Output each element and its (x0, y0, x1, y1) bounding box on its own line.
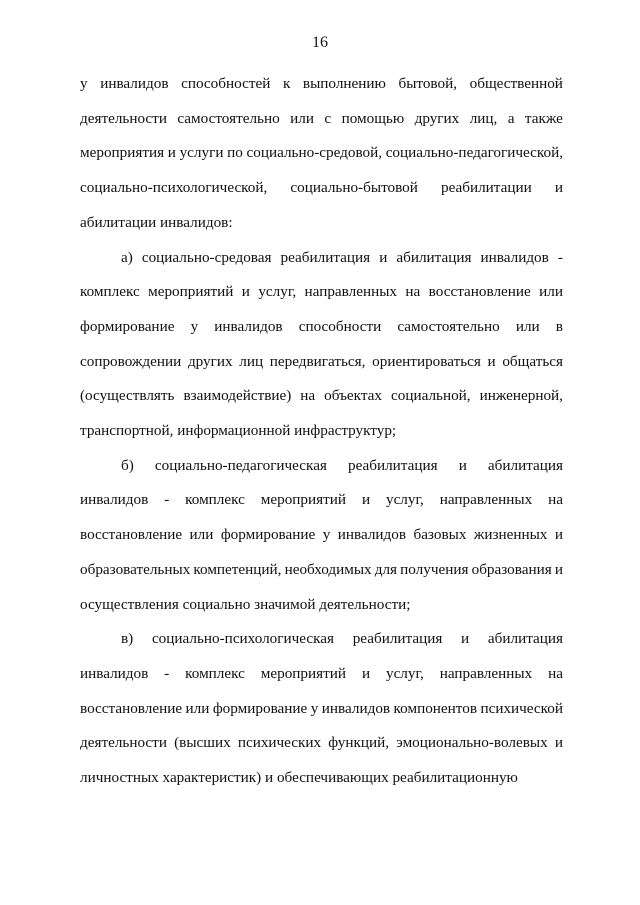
text-line (80, 622, 563, 657)
paragraph-intro (80, 67, 563, 241)
word: социально-педагогической, (385, 144, 563, 162)
text-line (80, 345, 563, 380)
word: формирование (80, 317, 175, 335)
word: направленных (304, 283, 398, 301)
word: инвалидов (80, 491, 149, 509)
word: получения (400, 560, 469, 578)
word: восстановление (428, 283, 531, 301)
word: объектах (324, 387, 383, 405)
word: на (300, 387, 316, 405)
word: у (190, 317, 199, 335)
paragraph-item-a (80, 241, 563, 449)
page-number: 16 (312, 34, 328, 51)
word: - (557, 248, 563, 266)
word: базовых (413, 526, 467, 544)
word: и (379, 248, 388, 266)
word: и (241, 283, 250, 301)
word: также (524, 109, 563, 127)
word: инвалидов (321, 699, 391, 717)
word: деятельности (80, 109, 167, 127)
word: или (290, 109, 314, 127)
word: социальной, (390, 387, 471, 405)
word: и (458, 456, 467, 474)
word: а) (121, 248, 133, 266)
text-line (80, 171, 563, 206)
word: реабилитации (440, 179, 532, 197)
text-line (80, 657, 563, 692)
word: (высших (174, 734, 231, 752)
word: абилитация (487, 630, 563, 648)
word: выполнению (302, 75, 386, 92)
word: инженерной, (479, 387, 563, 405)
word: и (554, 560, 563, 578)
word: у (80, 75, 88, 92)
text-line (80, 553, 563, 588)
word: инвалидов (480, 248, 549, 266)
paragraph-item-b (80, 449, 563, 623)
word: и (167, 144, 176, 162)
word: или (539, 283, 563, 301)
word: психической (480, 699, 563, 717)
word: реабилитация (347, 456, 438, 474)
word: или (185, 699, 210, 717)
word: мероприятий (260, 664, 347, 682)
document-body (80, 67, 563, 796)
word: самостоятельно (397, 317, 500, 335)
word: других (187, 352, 233, 370)
word: образовательных (80, 560, 191, 578)
word: жизненных (473, 526, 548, 544)
word: передвигаться, (269, 352, 366, 370)
text-line (80, 241, 563, 276)
text-line (80, 102, 563, 137)
word: и (361, 491, 371, 509)
word: и (461, 630, 470, 648)
word: ориентироваться (372, 352, 481, 370)
word: деятельности (80, 734, 167, 752)
text-line: личностных характеристик) и обеспечивающих реабилитационную (80, 769, 518, 787)
text-line (80, 275, 563, 310)
word: у (322, 526, 331, 544)
word: направленных (439, 491, 533, 509)
word: абилитация (487, 456, 563, 474)
text-line (80, 518, 563, 553)
word: социально-психологической, (80, 179, 268, 197)
word: и (487, 352, 496, 370)
word: социально-психологическая (151, 630, 334, 648)
text-line (80, 67, 563, 102)
word: - (164, 664, 170, 682)
word: формирование (212, 699, 308, 717)
word: помощью (341, 109, 405, 127)
word: на (405, 283, 421, 301)
word: комплекс (185, 664, 245, 682)
text-line (80, 136, 563, 171)
word: восстановление (80, 699, 183, 717)
word: социально-средовой, (246, 144, 383, 162)
word: компонентов (393, 699, 477, 717)
word: по (227, 144, 243, 162)
word: образования (471, 560, 552, 578)
word: абилитация (396, 248, 472, 266)
word: инвалидов (337, 526, 407, 544)
word: общественной (469, 75, 563, 92)
word: формирование (220, 526, 316, 544)
word: мероприятий (260, 491, 347, 509)
word: направленных (439, 664, 533, 682)
text-line (80, 483, 563, 518)
word: инвалидов (80, 664, 149, 682)
word: восстановление (80, 526, 183, 544)
word: и (554, 526, 563, 544)
text-line: абилитации инвалидов: (80, 213, 233, 231)
word: комплекс (80, 283, 140, 301)
word: инвалидов (100, 75, 169, 92)
word: и (554, 734, 563, 752)
word: психических (237, 734, 322, 752)
word: лиц (239, 352, 264, 370)
word: необходимых (284, 560, 372, 578)
word: услуг, (385, 664, 424, 682)
word: у (310, 699, 319, 717)
word: способностей (181, 75, 271, 92)
word: общаться (502, 352, 563, 370)
word: или (515, 317, 540, 335)
word: - (164, 491, 170, 509)
text-line: транспортной, информационной инфраструктур; (80, 422, 397, 440)
word: с (324, 109, 332, 127)
word: (осуществлять (80, 387, 175, 405)
word: компетенций, (193, 560, 282, 578)
word: мероприятий (148, 283, 234, 301)
word: а (507, 109, 515, 127)
word: мероприятия (80, 144, 165, 162)
word: и (361, 664, 371, 682)
word: комплекс (185, 491, 245, 509)
word: в) (121, 630, 134, 648)
word: или (189, 526, 214, 544)
paragraph-item-v (80, 622, 563, 796)
word: к (282, 75, 291, 92)
word: бытовой, (398, 75, 458, 92)
word: сопровождении (80, 352, 182, 370)
word: услуг, (258, 283, 297, 301)
word: для (374, 560, 398, 578)
word: социально-бытовой (290, 179, 418, 197)
word: реабилитация (280, 248, 371, 266)
word: социально-педагогическая (154, 456, 327, 474)
word: способности (298, 317, 382, 335)
word: инвалидов (214, 317, 283, 335)
word: реабилитация (352, 630, 443, 648)
text-line (80, 449, 563, 484)
text-line (80, 310, 563, 345)
word: эмоционально-волевых (396, 734, 548, 752)
text-line (80, 379, 563, 414)
word: самостоятельно (177, 109, 280, 127)
text-line: осуществления социально значимой деятельности; (80, 595, 411, 613)
word: и (554, 179, 563, 197)
word: услуг, (385, 491, 424, 509)
word: б) (121, 456, 134, 474)
text-line (80, 692, 563, 727)
word: других (414, 109, 460, 127)
word: социально-средовая (141, 248, 272, 266)
word: лиц, (469, 109, 498, 127)
word: функций, (328, 734, 390, 752)
word: услуги (179, 144, 224, 162)
word: на (548, 491, 563, 509)
word: взаимодействие) (183, 387, 292, 405)
word: на (548, 664, 563, 682)
word: в (555, 317, 563, 335)
text-line (80, 726, 563, 761)
